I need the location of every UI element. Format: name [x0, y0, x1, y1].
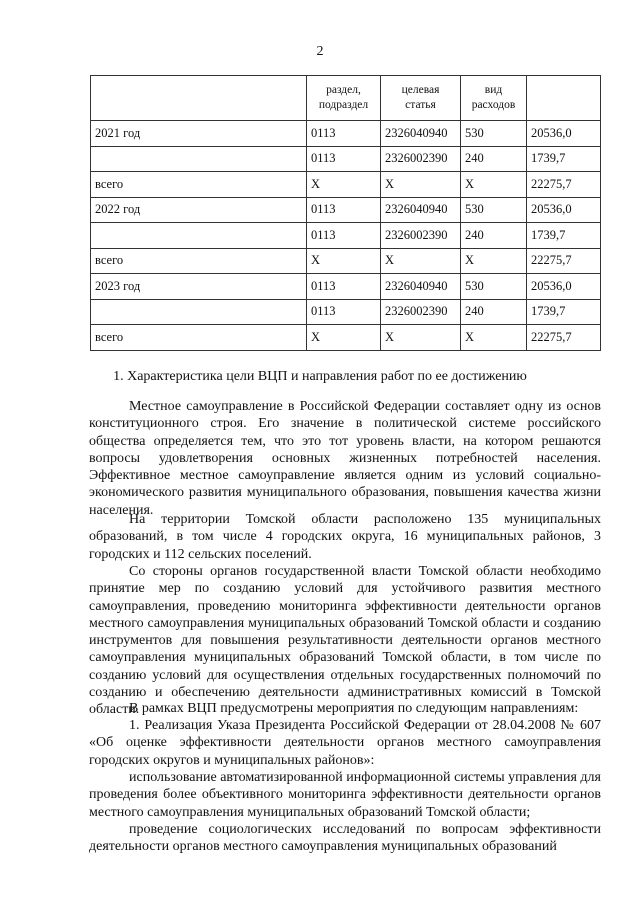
table-cell	[91, 223, 307, 249]
table-cell: 240	[461, 299, 527, 325]
table-cell: 0113	[307, 223, 381, 249]
table-cell: X	[461, 172, 527, 198]
table-cell: X	[461, 325, 527, 351]
table-cell: X	[381, 325, 461, 351]
paragraph-municipal-count: На территории Томской области расположено 135 муниципальных образований, в том числе 4 городских округа, 16 муниципальных районов, 3 городских и 112 сельских поселений.	[89, 512, 601, 562]
budget-table	[90, 75, 601, 351]
table-row	[91, 146, 601, 172]
table-cell	[91, 146, 307, 172]
table-cell: 240	[461, 223, 527, 249]
table-cell: X	[461, 248, 527, 274]
paragraph-directions-intro: В рамках ВЦП предусмотрены мероприятия по следующим направлениям:	[129, 701, 579, 716]
table-cell: 22275,7	[527, 248, 601, 274]
table-cell: 0113	[307, 299, 381, 325]
table-cell: 22275,7	[527, 325, 601, 351]
table-cell: 2326040940	[381, 197, 461, 223]
table-row	[91, 248, 601, 274]
table-cell: 0113	[307, 121, 381, 147]
paragraph-state-measures: Со стороны органов государственной власти Томской области необходимо принятие мер по созданию условий для устойчивого развития местного самоуправления, проведению мониторинга эффективности деятельности органов местного самоуправления муниципальных образований Томской области и созданию инструментов для повышения результативности деятельности органов местного самоуправления муниципальных образований Томской области, в том числе по созданию условий для осуществления отдельных государственных полномочий по созданию и обеспечению деятельности административных комиссий в Томской области.	[89, 564, 601, 718]
table-cell: 20536,0	[527, 197, 601, 223]
table-row	[91, 274, 601, 300]
table-cell: X	[381, 172, 461, 198]
table-header-cell	[527, 76, 601, 121]
table-cell: всего	[91, 248, 307, 274]
table-row	[91, 121, 601, 147]
table-cell: X	[381, 248, 461, 274]
table-cell: 2326002390	[381, 299, 461, 325]
table-cell: 530	[461, 274, 527, 300]
paragraph-decree-607: 1. Реализация Указа Президента Российской Федерации от 28.04.2008 № 607 «Об оценке эффективности деятельности органов местного самоуправления городских округов и муниципальных районов»:	[89, 718, 601, 768]
table-cell: 0113	[307, 197, 381, 223]
table-cell: 2022 год	[91, 197, 307, 223]
table-cell: X	[307, 325, 381, 351]
table-cell: 1739,7	[527, 146, 601, 172]
table-cell: 2021 год	[91, 121, 307, 147]
table-row	[91, 223, 601, 249]
table-cell: всего	[91, 172, 307, 198]
table-header-cell: целевая статья	[381, 76, 461, 121]
table-cell: X	[307, 248, 381, 274]
section-heading: 1. Характеристика цели ВЦП и направления работ по ее достижению	[113, 369, 527, 384]
table-cell: 20536,0	[527, 121, 601, 147]
table-cell: 1739,7	[527, 299, 601, 325]
table-cell: 1739,7	[527, 223, 601, 249]
table-cell: 22275,7	[527, 172, 601, 198]
table-header-row	[91, 76, 601, 121]
table-cell: 530	[461, 121, 527, 147]
paragraph-sociological-research: проведение социологических исследований по вопросам эффективности деятельности органов местного самоуправления муниципальных образований	[89, 822, 601, 855]
table-cell: 0113	[307, 274, 381, 300]
table-cell: 2326002390	[381, 146, 461, 172]
table-row	[91, 325, 601, 351]
table-row	[91, 197, 601, 223]
paragraph-local-self-government: Местное самоуправление в Российской Федерации составляет одну из основ конституционного строя. Его значение в политической системе российского общества определяется тем, что это тот уровень власти, на котором решаются вопросы удовлетворения основных жизненных потребностей населения. Эффективное местное самоуправление является одним из условий социально-экономического развития муниципального образования, повышения качества жизни населения.	[89, 399, 601, 518]
table-row	[91, 172, 601, 198]
paragraph-information-system: использование автоматизированной информационной системы управления для проведения более объективного мониторинга эффективности деятельности органов местного самоуправления муниципальных образований Томской области;	[89, 770, 601, 820]
table-header-cell	[91, 76, 307, 121]
table-cell: 530	[461, 197, 527, 223]
page-number: 2	[316, 44, 324, 59]
table-cell: 20536,0	[527, 274, 601, 300]
table-cell: 2023 год	[91, 274, 307, 300]
table-header-cell: раздел, подраздел	[307, 76, 381, 121]
table-cell: 2326040940	[381, 121, 461, 147]
table-cell: 240	[461, 146, 527, 172]
table-header-cell: вид расходов	[461, 76, 527, 121]
table-cell: X	[307, 172, 381, 198]
table-cell: 0113	[307, 146, 381, 172]
table-cell: 2326002390	[381, 223, 461, 249]
table-row	[91, 299, 601, 325]
table-cell: всего	[91, 325, 307, 351]
table-cell: 2326040940	[381, 274, 461, 300]
table-cell	[91, 299, 307, 325]
